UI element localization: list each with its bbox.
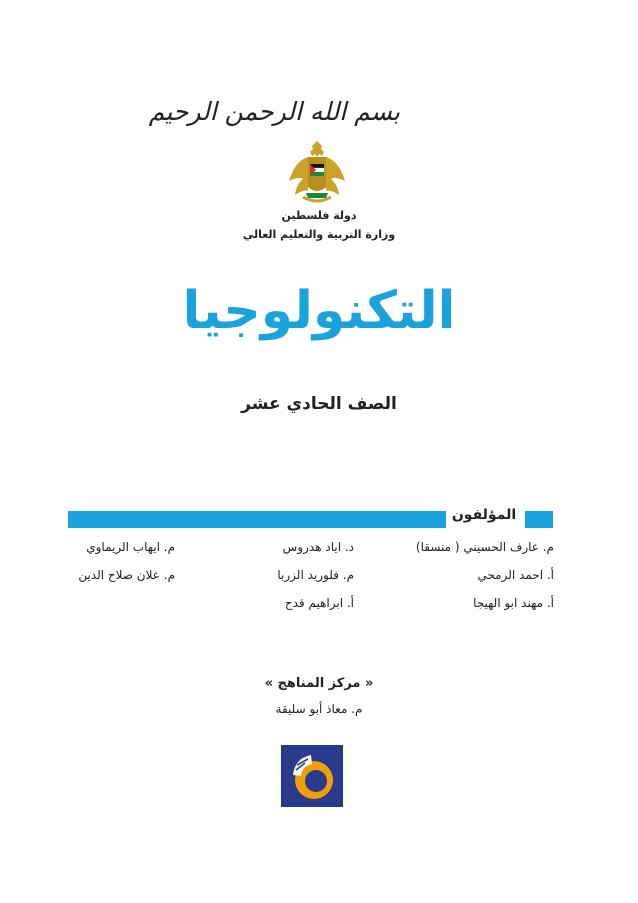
ministry-name: وزارة التربية والتعليم العالي: [242, 228, 396, 241]
author-name: د. اياد هدروس: [282, 540, 354, 554]
author-name: م. علان صلاح الدين: [78, 568, 175, 582]
curriculum-center-label: « مركز المناهج »: [264, 676, 374, 691]
country-name: دولة فلسطين: [281, 209, 357, 222]
book-title: التكنولوجيا: [182, 281, 456, 341]
author-name: م. ايهاب الريماوي: [86, 540, 175, 554]
author-name: م. فلوريد الزربا: [277, 568, 354, 582]
author-name: م. عارف الحسيني ( منسقا): [415, 540, 554, 554]
author-name: أ. مهند ابو الهيجا: [473, 596, 554, 610]
grade-label: الصف الحادي عشر: [241, 394, 397, 414]
palestine-eagle-emblem-icon: [285, 135, 349, 207]
curriculum-center-logo-icon: [281, 745, 343, 807]
author-name: أ. ابراهيم قدح: [284, 596, 354, 610]
curriculum-center-head: م. معاذ أبو سليقة: [275, 702, 363, 716]
authors-marker-square: [525, 511, 553, 528]
authors-divider-bar: [68, 511, 446, 528]
author-name: أ. احمد الرمحي: [477, 568, 554, 582]
basmala-calligraphy: بسم الله الرحمن الرحيم: [148, 97, 400, 126]
authors-heading: المؤلفون: [451, 507, 517, 523]
